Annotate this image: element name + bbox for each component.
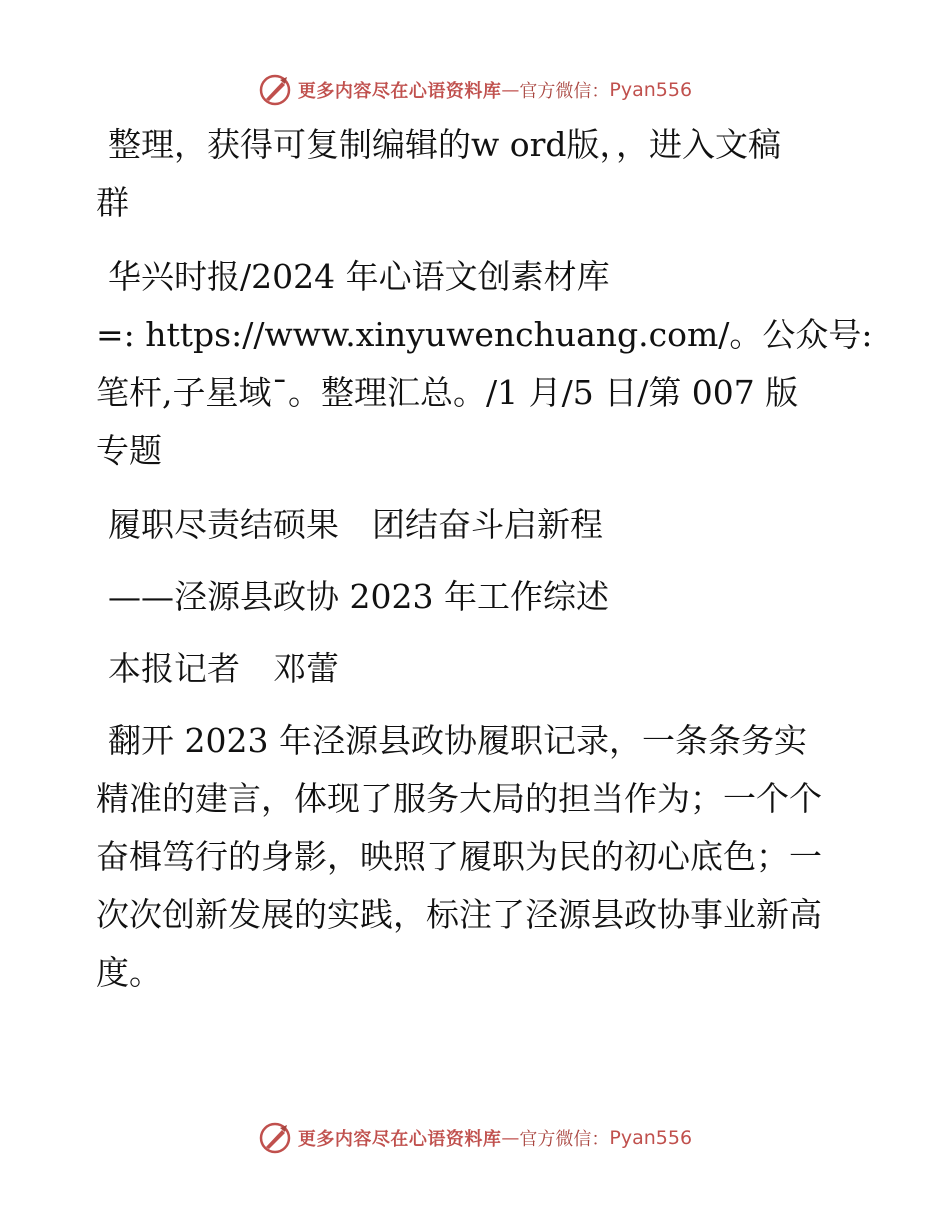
source-line: 华兴时报/2024 年心语文创素材库 bbox=[108, 257, 610, 296]
source-line: 专题 bbox=[96, 431, 162, 470]
body-line: 奋楫笃行的身影，映照了履职为民的初心底色；一 bbox=[96, 837, 822, 876]
banner-separator: — bbox=[501, 1127, 520, 1149]
footer-banner bbox=[0, 1118, 950, 1158]
banner-wechat-label: 官方微信： bbox=[519, 81, 610, 102]
body-paragraph bbox=[96, 712, 852, 1002]
banner-wechat-id: Pyan556 bbox=[609, 1127, 693, 1149]
article-title: 履职尽责结硕果 团结奋斗启新程 bbox=[108, 505, 603, 544]
intro-line: 群 bbox=[96, 183, 129, 222]
banner-separator: — bbox=[501, 79, 520, 101]
body-line: 翻开 2023 年泾源县政协履职记录，一条条务实 bbox=[108, 721, 807, 760]
body-line: 次次创新发展的实践，标注了泾源县政协事业新高 bbox=[96, 895, 822, 934]
header-banner bbox=[0, 70, 950, 110]
body-line: 度。 bbox=[96, 953, 162, 992]
quill-circle-logo-icon bbox=[258, 73, 292, 107]
intro-paragraph bbox=[96, 116, 852, 232]
source-line: 笔杆,子星域¯。整理汇总。/1 月/5 日/第 007 版 bbox=[96, 373, 799, 412]
source-paragraph bbox=[96, 248, 873, 480]
intro-line: 整理，获得可复制编辑的w ord版，，进入文稿 bbox=[108, 125, 782, 164]
banner-main-text: 更多内容尽在心语资料库 bbox=[297, 1129, 502, 1150]
article-subtitle: ——泾源县政协 2023 年工作综述 bbox=[108, 577, 609, 616]
source-line: =: https://www.xinyuwenchuang.com/。公众号: bbox=[96, 315, 873, 354]
banner-wechat-label: 官方微信： bbox=[519, 1129, 610, 1150]
quill-circle-logo-icon bbox=[258, 1121, 292, 1155]
document-body bbox=[96, 116, 873, 1018]
article-byline: 本报记者 邓蕾 bbox=[108, 649, 339, 688]
banner-wechat-id: Pyan556 bbox=[609, 79, 693, 101]
body-line: 精准的建言，体现了服务大局的担当作为；一个个 bbox=[96, 779, 822, 818]
banner-main-text: 更多内容尽在心语资料库 bbox=[297, 81, 502, 102]
